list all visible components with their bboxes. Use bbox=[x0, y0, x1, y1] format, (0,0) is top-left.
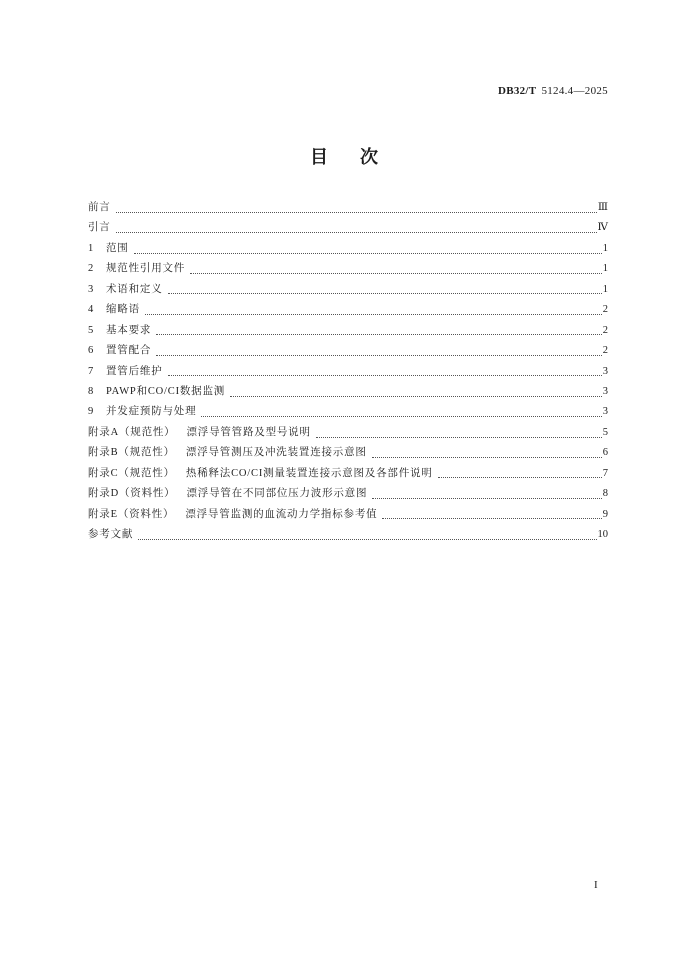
toc-entry-title: 参考文献 bbox=[88, 529, 134, 540]
toc-dot-leader bbox=[145, 314, 602, 315]
toc-dot-leader bbox=[190, 273, 602, 274]
standard-code-number: 5124.4—2025 bbox=[541, 85, 608, 97]
toc-entry-number: 附录E（资料性） bbox=[88, 508, 175, 520]
toc-entry-page: 7 bbox=[602, 467, 608, 479]
toc-dot-leader bbox=[230, 396, 602, 397]
toc-entry-page: 3 bbox=[602, 385, 608, 397]
footer-page-number: I bbox=[594, 879, 598, 891]
toc-entry-page: 10 bbox=[597, 529, 608, 540]
toc-entry-title: 术语和定义 bbox=[106, 283, 163, 295]
toc-dot-leader bbox=[116, 232, 597, 233]
toc-entry[interactable] bbox=[88, 341, 608, 361]
toc-dot-leader bbox=[316, 437, 602, 438]
toc-dot-leader bbox=[138, 539, 596, 540]
toc-dot-leader bbox=[134, 253, 602, 254]
toc-dot-leader bbox=[372, 498, 601, 499]
toc-entry[interactable] bbox=[88, 382, 608, 402]
toc-entry-title: 范围 bbox=[106, 242, 129, 254]
toc-entry-number: 6 bbox=[88, 345, 95, 357]
toc-entry[interactable] bbox=[88, 300, 608, 320]
toc-dot-leader bbox=[168, 375, 602, 376]
toc-dot-leader bbox=[382, 518, 601, 519]
toc-entry-title: 漂浮导管管路及型号说明 bbox=[186, 426, 311, 438]
table-of-contents bbox=[88, 198, 608, 545]
toc-dot-leader bbox=[201, 416, 601, 417]
toc-entry-title: 规范性引用文件 bbox=[106, 263, 186, 275]
toc-entry-number: 附录A（规范性） bbox=[88, 426, 176, 438]
toc-entry-number: 8 bbox=[88, 385, 95, 397]
toc-entry-page: 2 bbox=[602, 345, 608, 357]
toc-entry[interactable] bbox=[88, 198, 608, 218]
toc-entry-title: 引言 bbox=[88, 222, 111, 234]
toc-entry-page: Ⅲ bbox=[597, 202, 608, 213]
toc-entry-title: 前言 bbox=[88, 202, 111, 213]
toc-entry[interactable] bbox=[88, 423, 608, 443]
toc-dot-leader bbox=[156, 334, 602, 335]
toc-entry-page: 3 bbox=[602, 406, 608, 418]
toc-entry-number: 2 bbox=[88, 263, 95, 275]
toc-entry[interactable] bbox=[88, 362, 608, 382]
toc-entry-page: 3 bbox=[602, 365, 608, 377]
toc-dot-leader bbox=[156, 355, 602, 356]
toc-dot-leader bbox=[168, 293, 602, 294]
toc-entry[interactable] bbox=[88, 443, 608, 463]
toc-entry[interactable] bbox=[88, 484, 608, 504]
toc-entry[interactable] bbox=[88, 239, 608, 259]
toc-entry-page: 8 bbox=[602, 488, 608, 500]
toc-entry-number: 9 bbox=[88, 406, 95, 418]
toc-dot-leader bbox=[438, 477, 602, 478]
page-title: 目 次 bbox=[310, 147, 385, 167]
toc-entry[interactable] bbox=[88, 218, 608, 238]
toc-entry-page: 2 bbox=[602, 324, 608, 336]
toc-entry-number: 5 bbox=[88, 324, 95, 336]
toc-entry-title: 漂浮导管在不同部位压力波形示意图 bbox=[186, 488, 368, 500]
standard-code-prefix: DB32/T bbox=[497, 85, 537, 97]
toc-entry-page: 2 bbox=[602, 304, 608, 316]
toc-entry-number: 7 bbox=[88, 365, 95, 377]
toc-entry-title: 并发症预防与处理 bbox=[106, 406, 197, 418]
toc-entry[interactable] bbox=[88, 402, 608, 422]
toc-entry-number: 附录C（规范性） bbox=[88, 467, 175, 479]
toc-entry-page: Ⅳ bbox=[597, 222, 608, 234]
toc-entry-page: 5 bbox=[602, 426, 608, 438]
toc-entry-number: 附录D（资料性） bbox=[88, 488, 176, 500]
toc-entry-page: 1 bbox=[602, 263, 608, 275]
toc-entry-title: 漂浮导管监测的血流动力学指标参考值 bbox=[185, 508, 378, 520]
toc-entry[interactable] bbox=[88, 259, 608, 279]
toc-entry-title: 缩略语 bbox=[106, 304, 140, 316]
toc-entry-page: 1 bbox=[602, 283, 608, 295]
standard-code bbox=[498, 85, 608, 97]
toc-entry[interactable] bbox=[88, 321, 608, 341]
toc-dot-leader bbox=[372, 457, 602, 458]
toc-entry[interactable] bbox=[88, 464, 608, 484]
toc-entry-title: 置管后维护 bbox=[106, 365, 163, 377]
toc-entry-title: 置管配合 bbox=[106, 345, 152, 357]
toc-entry-page: 9 bbox=[602, 508, 608, 520]
toc-dot-leader bbox=[116, 212, 597, 213]
toc-entry-title: 基本要求 bbox=[106, 324, 152, 336]
toc-entry-title: 热稀释法CO/CI测量装置连接示意图及各部件说明 bbox=[185, 467, 433, 479]
toc-entry[interactable] bbox=[88, 505, 608, 525]
toc-entry-number: 附录B（规范性） bbox=[88, 447, 175, 459]
toc-entry[interactable] bbox=[88, 525, 608, 545]
toc-entry[interactable] bbox=[88, 280, 608, 300]
toc-entry-page: 6 bbox=[602, 447, 608, 459]
toc-entry-page: 1 bbox=[602, 242, 608, 254]
toc-entry-title: PAWP和CO/CI数据监测 bbox=[106, 385, 226, 397]
toc-entry-number: 4 bbox=[88, 304, 95, 316]
toc-entry-number: 3 bbox=[88, 283, 95, 295]
toc-entry-number: 1 bbox=[88, 242, 95, 254]
toc-entry-title: 漂浮导管测压及冲洗装置连接示意图 bbox=[185, 447, 367, 459]
